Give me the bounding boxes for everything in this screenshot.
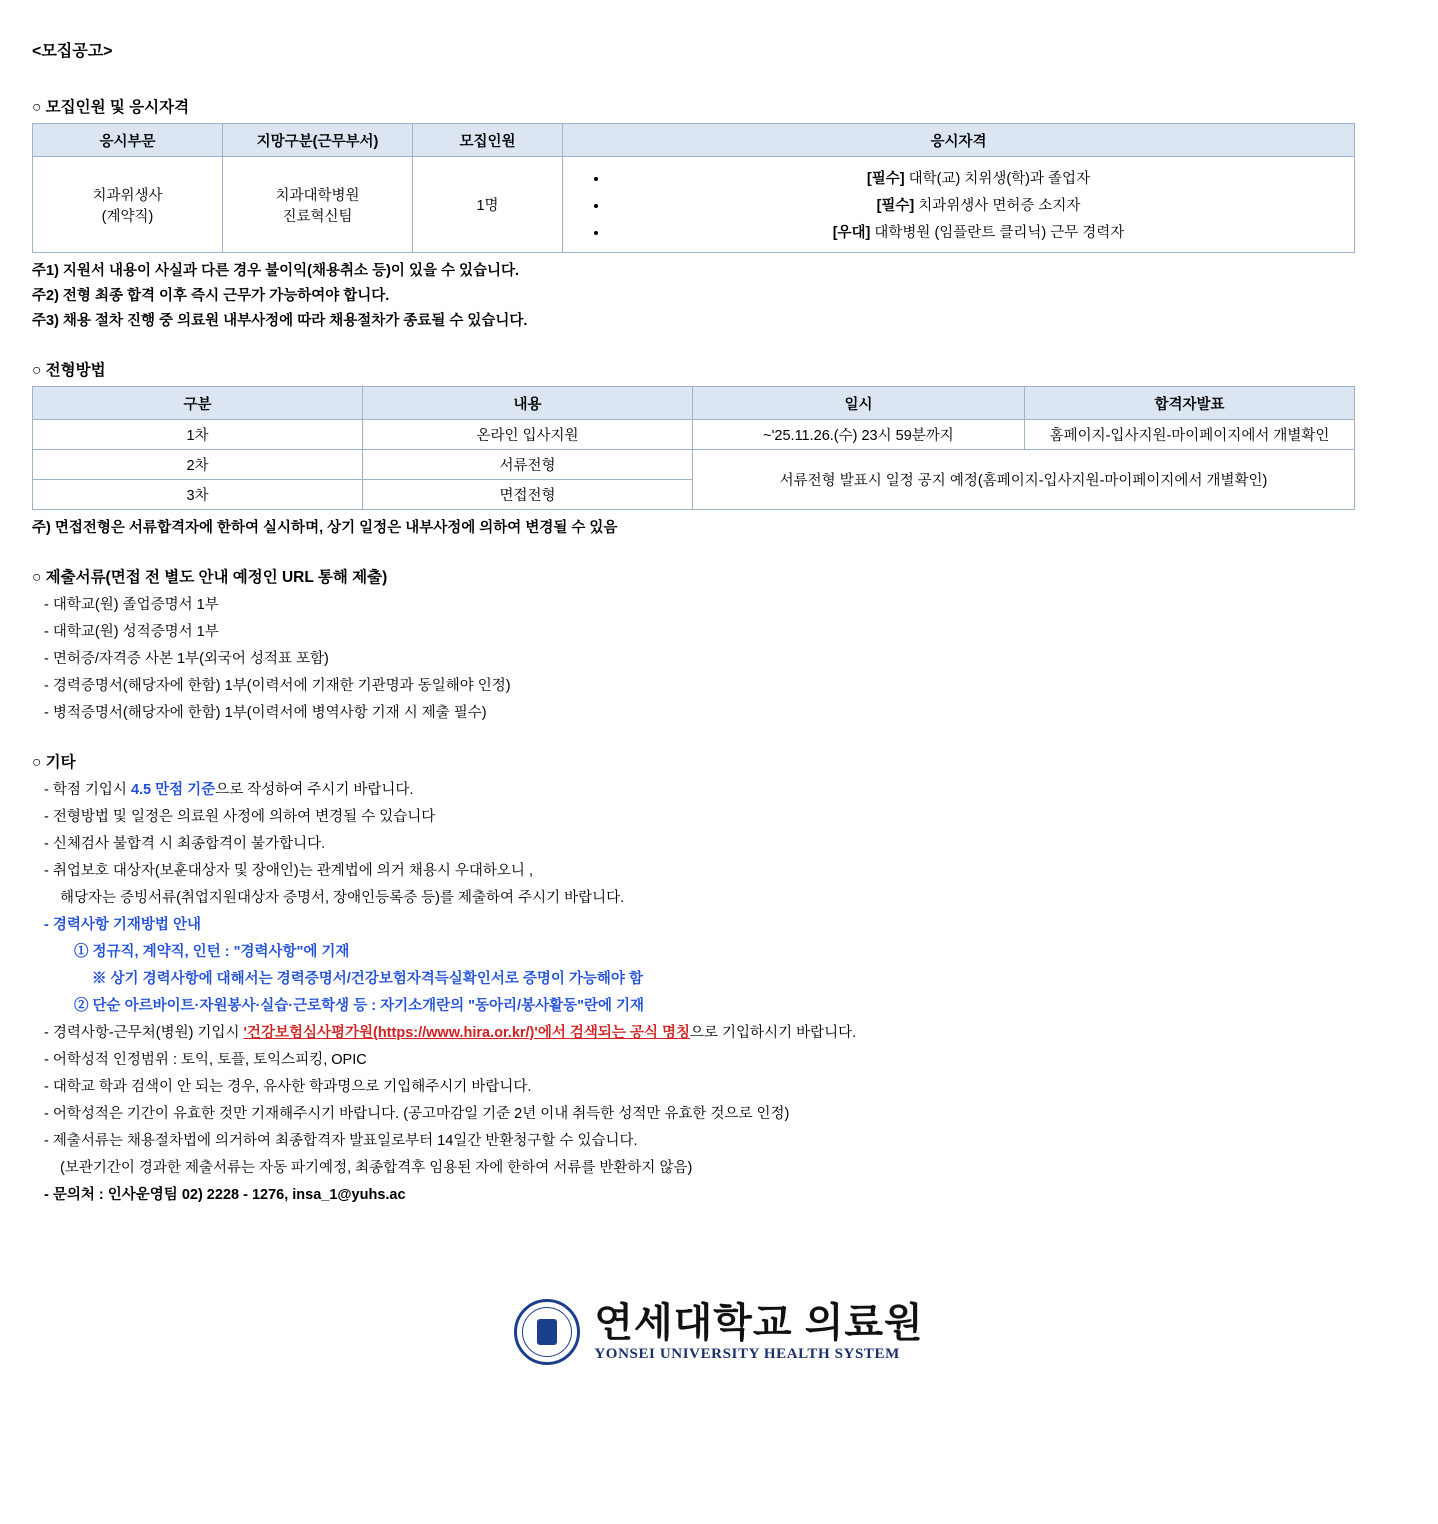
qual-text: 대학병원 (임플란트 클리닉) 근무 경력자 [870,225,1125,241]
hira-highlight: '건강보험심사평가원(https://www.hira.or.kr/)'에서 검색되는 공식 명칭 [243,1025,690,1041]
university-seal-icon [514,1299,580,1365]
qual-text: 치과위생사 면허증 소지자 [914,198,1081,214]
recruitment-table [32,123,1355,253]
cell-step: 1차 [33,420,363,450]
list-item: - 어학성적 인정범위 : 토익, 토플, 토익스피킹, OPIC [44,1052,367,1068]
logo-text [594,1302,923,1363]
table-header-row [33,124,1355,157]
list-item [609,194,1348,215]
cell-date: ~'25.11.26.(수) 23시 59분까지 [693,420,1025,450]
list-item: - 병적증명서(해당자에 한함) 1부(이력서에 병역사항 기재 시 제출 필수) [44,705,487,721]
career-heading: - 경력사항 기재방법 안내 [44,917,201,933]
section-heading-process: ○ 전형방법 [32,362,106,379]
section-heading-documents: ○ 제출서류(면접 전 별도 안내 예정인 URL 통해 제출) [32,569,388,586]
hira-prefix: - 경력사항-근무처(병원) 기입시 [44,1025,244,1041]
section-heading-recruitment: ○ 모집인원 및 응시자격 [32,99,190,116]
list-item: - 면허증/자격증 사본 1부(외국어 성적표 포함) [44,651,329,667]
cell-dept [223,157,413,253]
qual-tag: [우대] [832,225,871,241]
recruitment-notes [32,259,1408,330]
logo-wrap [514,1299,923,1365]
list-item: (보관기간이 경과한 제출서류는 자동 파기예정, 최종합격후 임용된 자에 한하여 서류를 반환하지 않음) [60,1160,693,1176]
list-item-grade [44,778,1408,799]
col-date: 일시 [693,387,1025,420]
process-note: 주) 면접전형은 서류합격자에 한하여 실시하며, 상기 일정은 내부사정에 의하여 변경될 수 있음 [32,520,618,536]
table-row [33,420,1355,450]
list-item: - 취업보호 대상자(보훈대상자 및 장애인)는 관계법에 의거 채용시 우대하오니 , [44,863,533,879]
field-line-2: (계약직) [101,208,154,225]
other-list [44,778,1408,1204]
list-item: - 대학교(원) 성적증명서 1부 [44,624,219,640]
list-item: - 신체검사 불합격 시 최종합격이 불가합니다. [44,836,326,852]
note-1: 주1) 지원서 내용이 사실과 다른 경우 불이익(채용취소 등)이 있을 수 있습니다. [32,263,520,279]
cell-count: 1명 [413,157,563,253]
page-title: <모집공고> [32,43,113,60]
cell-content: 서류전형 [363,450,693,480]
list-item: - 경력증명서(해당자에 한함) 1부(이력서에 기재한 기관명과 동일해야 인정) [44,678,511,694]
list-item: 해당자는 증빙서류(취업지원대상자 증명서, 장애인등록증 등)를 제출하여 주시기 바랍니다. [60,890,625,906]
note-2: 주2) 전형 최종 합격 이후 즉시 근무가 가능하여야 합니다. [32,288,390,304]
cell-step: 2차 [33,450,363,480]
col-content: 내용 [363,387,693,420]
qual-tag: [필수] [876,198,915,214]
list-item [609,167,1348,188]
section-heading-other: ○ 기타 [32,754,76,771]
cell-content: 온라인 입사지원 [363,420,693,450]
career-note: ※ 상기 경력사항에 대해서는 경력증명서/건강보험자격득실확인서로 증명이 가능해야 함 [92,971,643,987]
cell-result: 홈페이지-입사지원-마이페이지에서 개별확인 [1025,420,1355,450]
process-table [32,386,1355,510]
table-row [33,450,1355,480]
list-item-hira [44,1021,1408,1042]
qual-text: 대학(교) 치위생(학)과 졸업자 [904,171,1091,187]
note-3: 주3) 채용 절차 진행 중 의료원 내부사정에 따라 채용절차가 종료될 수 있습니다. [32,313,528,329]
documents-list [44,593,1408,722]
col-dept: 지망구분(근무부서) [223,124,413,157]
career-item-1: ① 정규직, 계약직, 인턴 : "경력사항"에 기재 [74,944,350,960]
cell-step: 3차 [33,480,363,510]
career-item-2: ② 단순 아르바이트·자원봉사·실습·근로학생 등 : 자기소개란의 "동아리/봉사활동"란에 기재 [74,998,645,1014]
hira-suffix: 으로 기입하시기 바랍니다. [690,1025,857,1041]
list-item: - 대학교 학과 검색이 안 되는 경우, 유사한 학과명으로 기입해주시기 바랍니다. [44,1079,532,1095]
qualification-list [569,167,1348,242]
contact-line: - 문의처 : 인사운영팀 02) 2228 - 1276, insa_1@yuhs.ac [44,1187,406,1203]
logo-english-name: YONSEI UNIVERSITY HEALTH SYSTEM [594,1345,900,1362]
footer-logo [30,1299,1408,1365]
cell-merged-note: 서류전형 발표시 일정 공지 예정(홈페이지-입사지원-마이페이지에서 개별확인) [693,450,1355,510]
col-result: 합격자발표 [1025,387,1355,420]
col-step: 구분 [33,387,363,420]
list-item: - 대학교(원) 졸업증명서 1부 [44,597,219,613]
table-header-row [33,387,1355,420]
cell-field [33,157,223,253]
list-item: - 제출서류는 채용절차법에 의거하여 최종합격자 발표일로부터 14일간 반환청구할 수 있습니다. [44,1133,638,1149]
cell-qualifications [563,157,1355,253]
logo-korean-name: 연세대학교 의료원 [594,1300,924,1345]
list-item: - 어학성적은 기간이 유효한 것만 기재해주시기 바랍니다. (공고마감일 기준 2년 이내 취득한 성적만 유효한 것으로 인정) [44,1106,790,1122]
list-item: - 전형방법 및 일정은 의료원 사정에 의하여 변경될 수 있습니다 [44,809,436,825]
field-line-1: 치과위생사 [92,187,163,204]
grade-highlight: 4.5 만점 기준 [130,782,216,798]
col-field: 응시부문 [33,124,223,157]
dept-line-1: 치과대학병원 [275,187,360,204]
list-item [609,221,1348,242]
qual-tag: [필수] [866,171,905,187]
cell-content: 면접전형 [363,480,693,510]
grade-suffix: 으로 작성하여 주시기 바랍니다. [215,782,414,798]
table-row [33,157,1355,253]
col-qualification: 응시자격 [563,124,1355,157]
dept-line-2: 진료혁신팀 [282,208,353,225]
col-count: 모집인원 [413,124,563,157]
grade-prefix: - 학점 기입시 [44,782,131,798]
